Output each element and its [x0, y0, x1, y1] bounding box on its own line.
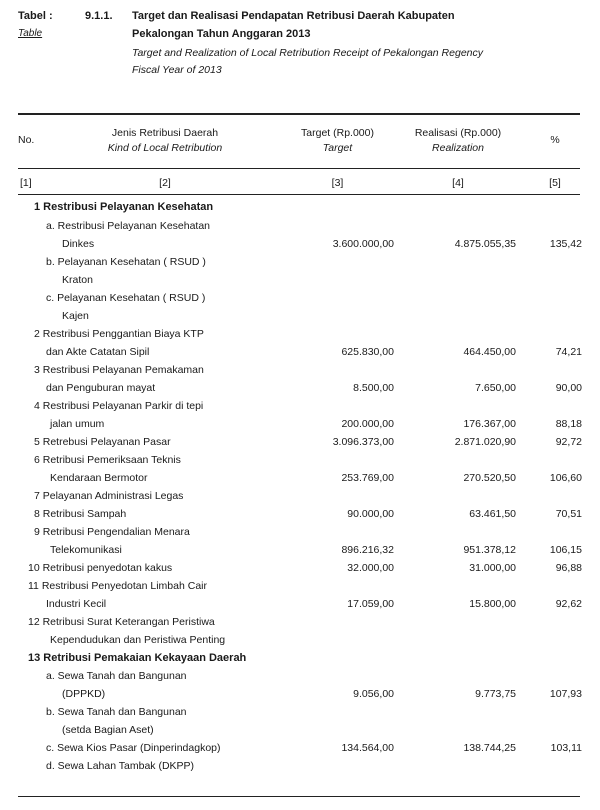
- table-row-target: 3.096.373,00: [332, 436, 394, 448]
- table-row-percent: 96,88: [555, 562, 582, 574]
- table-row-percent: 88,18: [555, 418, 582, 430]
- table-row-target: 8.500,00: [353, 382, 394, 394]
- table-row-label: d. Sewa Lahan Tambak (DKPP): [46, 760, 195, 772]
- table-title-line1: Target dan Realisasi Pendapatan Retribusi Daerah Kabupaten: [132, 10, 455, 22]
- table-label: Tabel :: [18, 10, 53, 22]
- table-row-label: 1 Restribusi Pelayanan Kesehatan: [34, 201, 214, 213]
- col-index-2: [2]: [159, 177, 171, 189]
- table-row-realization: 2.871.020,90: [454, 436, 516, 448]
- table-row-label: 6 Retribusi Pemeriksaan Teknis: [34, 454, 181, 466]
- table-row-label: Telekomunikasi: [50, 544, 122, 556]
- table-row-percent: 70,51: [555, 508, 582, 520]
- table-row-label: 3 Restribusi Pelayanan Pemakaman: [34, 364, 204, 376]
- table-row-label: Dinkes: [62, 238, 95, 250]
- table-row-label: 5 Retrebusi Pelayanan Pasar: [34, 436, 171, 448]
- table-row-label: dan Akte Catatan Sipil: [46, 346, 150, 358]
- table-row-label: a. Sewa Tanah dan Bangunan: [46, 670, 187, 682]
- table-row-realization: 7.650,00: [475, 382, 516, 394]
- table-row-label: dan Penguburan mayat: [46, 382, 156, 394]
- table-row-realization: 138.744,25: [463, 742, 516, 754]
- table-row-label: 12 Retribusi Surat Keterangan Peristiwa: [28, 616, 215, 628]
- table-row-label: b. Sewa Tanah dan Bangunan: [46, 706, 187, 718]
- table-title-line2: Pekalongan Tahun Anggaran 2013: [132, 28, 311, 40]
- table-row-percent: 74,21: [555, 346, 582, 358]
- table-row-realization: 270.520,50: [463, 472, 516, 484]
- table-row-label: 9 Retribusi Pengendalian Menara: [34, 526, 190, 538]
- table-row-label: Kependudukan dan Peristiwa Penting: [50, 634, 226, 646]
- table-row-target: 90.000,00: [347, 508, 394, 520]
- table-row-realization: 31.000,00: [469, 562, 516, 574]
- table-row-percent: 103,11: [550, 742, 582, 754]
- table-row-percent: 92,72: [555, 436, 582, 448]
- table-row-realization: 4.875.055,35: [454, 238, 516, 250]
- table-row-label: Kraton: [62, 274, 93, 286]
- col-index-1: [1]: [20, 177, 32, 189]
- table-row-realization: 464.450,00: [463, 346, 516, 358]
- table-row-realization: 176.367,00: [463, 418, 516, 430]
- table-row-label: b. Pelayanan Kesehatan ( RSUD ): [46, 256, 206, 268]
- col-target: Target (Rp.000): [301, 127, 374, 139]
- table-title-en-line2: Fiscal Year of 2013: [132, 64, 222, 76]
- header-bottom-rule: [18, 194, 580, 195]
- table-row-realization: 63.461,50: [469, 508, 516, 520]
- col-no: No.: [18, 134, 35, 146]
- table-row-label: 10 Retribusi penyedotan kakus: [28, 562, 173, 574]
- col-percent: %: [550, 134, 560, 146]
- table-row-target: 625.830,00: [341, 346, 394, 358]
- table-row-label: (DPPKD): [62, 688, 106, 700]
- table-row-label: 4 Restribusi Pelayanan Parkir di tepi: [34, 400, 204, 412]
- table-row-label: 13 Retribusi Pemakaian Kekayaan Daerah: [28, 652, 247, 664]
- col-target-en: Target: [322, 142, 353, 154]
- header-top-rule: [18, 113, 580, 115]
- table-row-label: 11 Restribusi Penyedotan Limbah Cair: [28, 580, 207, 592]
- table-row-label: Industri Kecil: [46, 598, 107, 610]
- table-row-percent: 92,62: [555, 598, 582, 610]
- table-row-label: 2 Restribusi Penggantian Biaya KTP: [34, 328, 204, 340]
- col-index-3: [3]: [331, 177, 344, 189]
- table-row-target: 32.000,00: [347, 562, 394, 574]
- header-mid-rule: [18, 168, 580, 169]
- table-label-en: Table: [18, 28, 43, 39]
- table-row-percent: 107,93: [549, 688, 582, 700]
- table-row-label: Kajen: [62, 310, 89, 322]
- col-index-4: [4]: [452, 177, 464, 189]
- table-row-target: 134.564,00: [341, 742, 394, 754]
- table-row-target: 896.216,32: [341, 544, 394, 556]
- table-row-label: 8 Retribusi Sampah: [34, 508, 127, 520]
- col-kind: Jenis Retribusi Daerah: [111, 127, 219, 139]
- table-row-percent: 106,15: [549, 544, 582, 556]
- table-row-realization: 9.773,75: [475, 688, 516, 700]
- table-row-label: jalan umum: [50, 418, 105, 430]
- table-row-target: 9.056,00: [353, 688, 394, 700]
- col-realization: Realisasi (Rp.000): [414, 127, 502, 139]
- table-row-target: 200.000,00: [341, 418, 394, 430]
- table-row-target: 17.059,00: [347, 598, 394, 610]
- col-index-5: [5]: [549, 177, 561, 189]
- table-row-label: c. Pelayanan Kesehatan ( RSUD ): [46, 292, 206, 304]
- table-title-en-line1: Target and Realization of Local Retribution Receipt of Pekalongan Regency: [132, 47, 484, 59]
- col-kind-en: Kind of Local Retribution: [107, 142, 223, 154]
- table-row-percent: 135,42: [549, 238, 582, 250]
- table-row-label: Kendaraan Bermotor: [50, 472, 148, 484]
- table-bottom-rule: [18, 796, 580, 797]
- table-row-realization: 951.378,12: [463, 544, 516, 556]
- table-row-realization: 15.800,00: [469, 598, 516, 610]
- table-row-label: c. Sewa Kios Pasar (Dinperindagkop): [46, 742, 221, 754]
- table-number: 9.1.1.: [85, 10, 113, 22]
- table-row-percent: 90,00: [555, 382, 582, 394]
- table-row-target: 3.600.000,00: [332, 238, 394, 250]
- table-row-label: a. Restribusi Pelayanan Kesehatan: [46, 220, 211, 232]
- table-row-percent: 106,60: [549, 472, 582, 484]
- table-row-label: (setda Bagian Aset): [62, 724, 154, 736]
- table-row-label: 7 Pelayanan Administrasi Legas: [34, 490, 184, 502]
- table-row-target: 253.769,00: [341, 472, 394, 484]
- col-realization-en: Realization: [432, 142, 484, 154]
